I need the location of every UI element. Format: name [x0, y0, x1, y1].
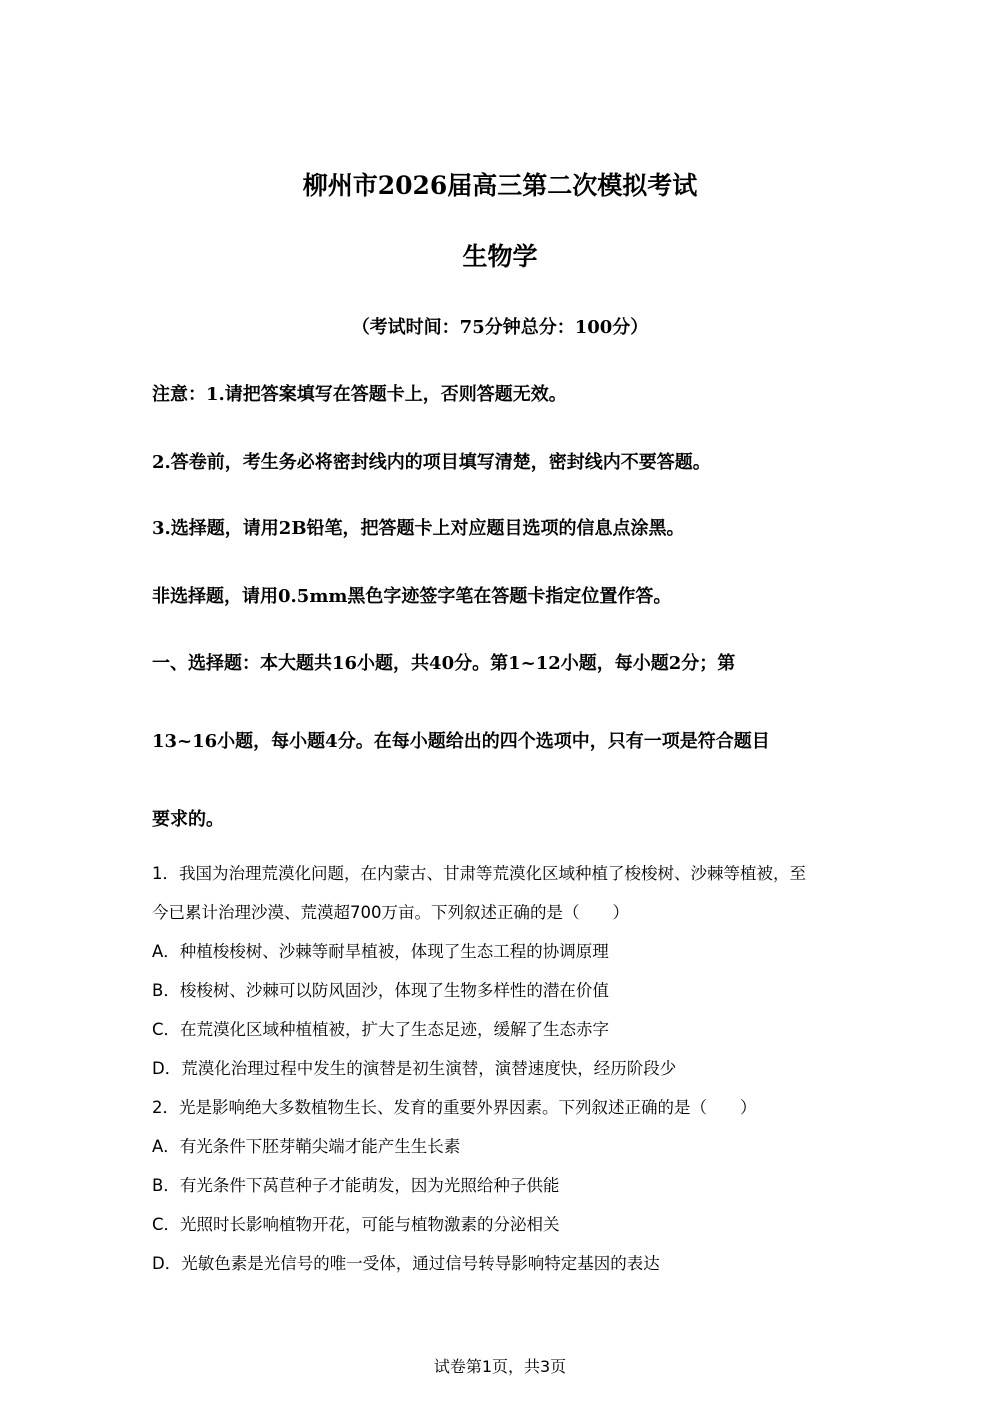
question-2-option-d: D．光敏色素是光信号的唯一受体，通过信号转导影响特定基因的表达	[152, 1254, 660, 1273]
exam-info: （考试时间：75分钟总分：100分）	[351, 317, 649, 338]
section-header-line-2: 13~16小题，每小题4分。在每小题给出的四个选项中，只有一项是符合题目	[152, 731, 770, 752]
question-1-stem: 1．我国为治理荒漠化问题，在内蒙古、甘肃等荒漠化区域种植了梭梭树、沙棘等植被，至	[152, 864, 806, 883]
section-header-line-1: 一、选择题：本大题共16小题，共40分。第1~12小题，每小题2分；第	[152, 653, 736, 674]
question-2-stem: 2．光是影响绝大多数植物生长、发育的重要外界因素。下列叙述正确的是（ ）	[152, 1098, 757, 1117]
question-1-option-d: D．荒漠化治理过程中发生的演替是初生演替，演替速度快，经历阶段少	[152, 1059, 677, 1078]
notice-line-4: 非选择题，请用0.5mm黑色字迹签字笔在答题卡指定位置作答。	[152, 586, 672, 607]
question-1-stem-cont: 今已累计治理沙漠、荒漠超700万亩。下列叙述正确的是（ ）	[152, 903, 629, 922]
question-1-option-c: C．在荒漠化区域种植植被，扩大了生态足迹，缓解了生态赤字	[152, 1020, 610, 1039]
notice-line-3: 3.选择题，请用2B铅笔，把答题卡上对应题目选项的信息点涂黑。	[152, 518, 685, 539]
question-1-option-a: A．种植梭梭树、沙棘等耐旱植被，体现了生态工程的协调原理	[152, 942, 609, 961]
question-2-option-b: B．有光条件下莴苣种子才能萌发，因为光照给种子供能	[152, 1176, 560, 1195]
question-2-option-c: C．光照时长影响植物开花，可能与植物激素的分泌相关	[152, 1215, 560, 1234]
notice-line-1: 注意：1.请把答案填写在答题卡上，否则答题无效。	[152, 384, 567, 405]
notice-line-2: 2.答卷前，考生务必将密封线内的项目填写清楚，密封线内不要答题。	[152, 452, 711, 473]
question-2-option-a: A．有光条件下胚芽鞘尖端才能产生生长素	[152, 1137, 461, 1156]
section-header-line-3: 要求的。	[152, 809, 224, 830]
exam-title: 柳州市2026届高三第二次模拟考试	[302, 171, 698, 200]
subject-title: 生物学	[462, 242, 538, 271]
question-1-option-b: B．梭梭树、沙棘可以防风固沙，体现了生物多样性的潜在价值	[152, 981, 609, 1000]
page-footer: 试卷第1页，共3页	[433, 1357, 567, 1376]
